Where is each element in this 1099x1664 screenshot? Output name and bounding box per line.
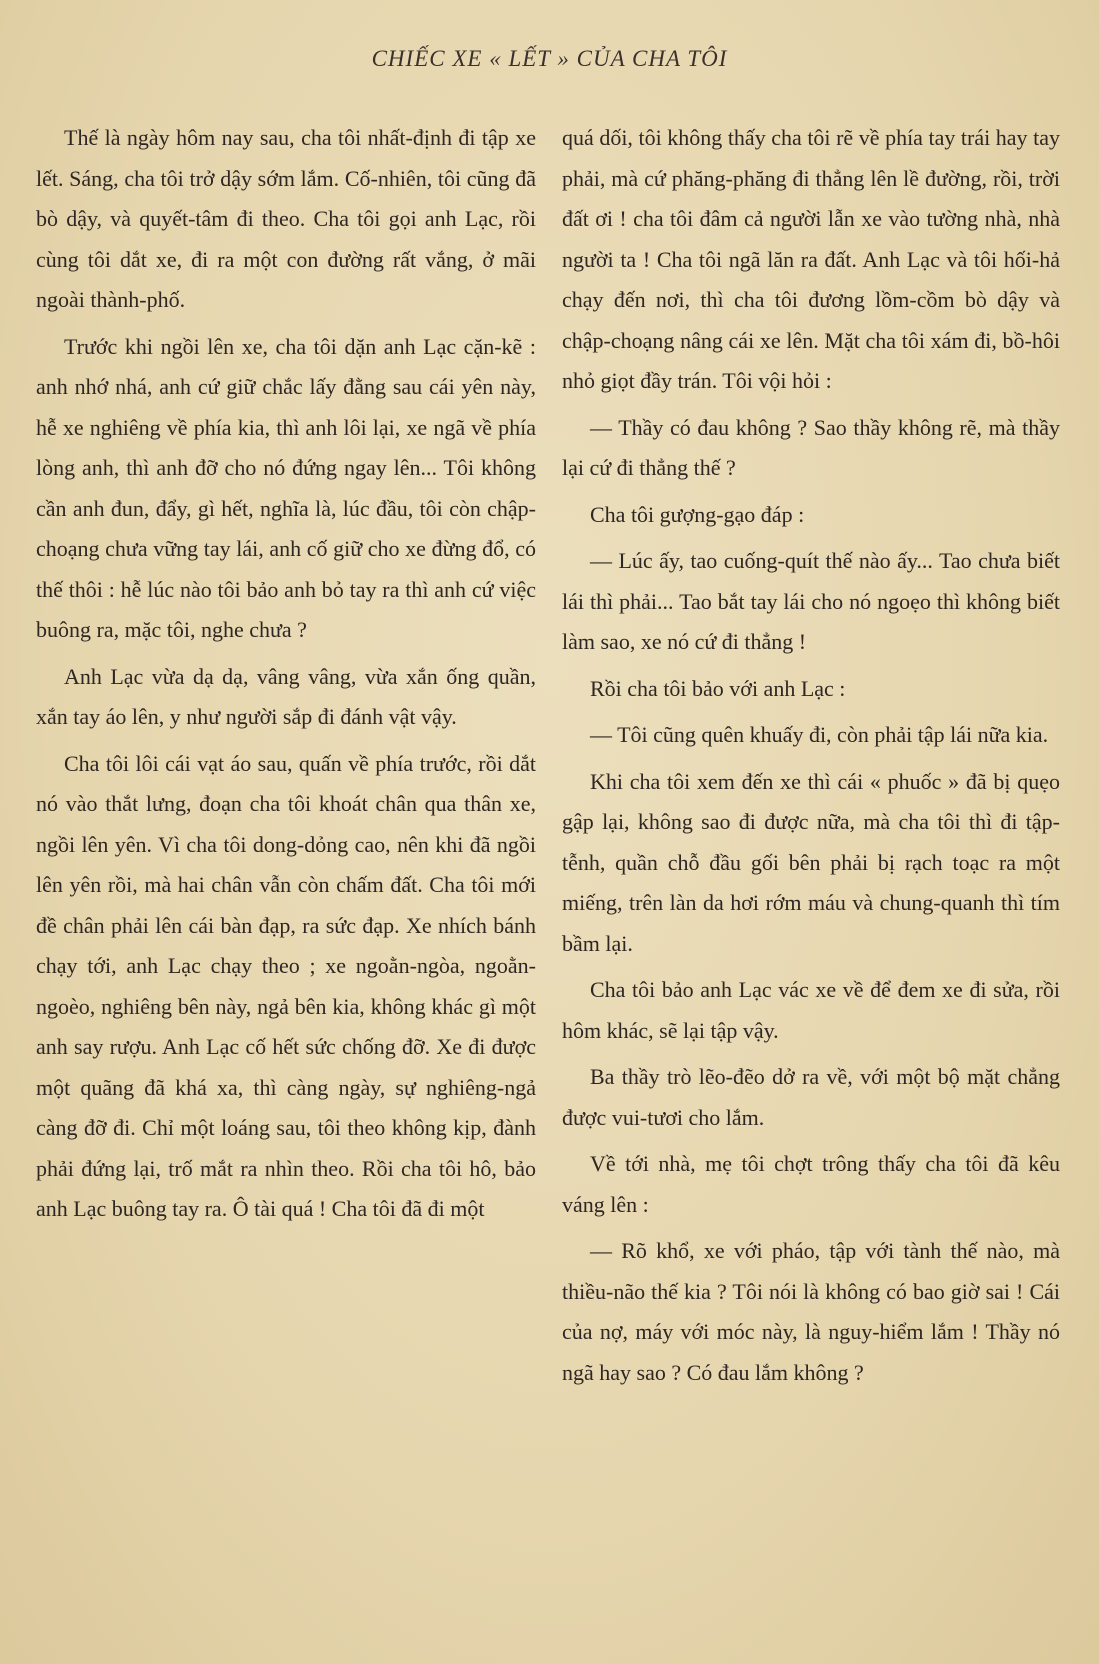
right-column xyxy=(562,118,1060,1399)
paragraph: Thế là ngày hôm nay sau, cha tôi nhất-định đi tập xe lết. Sáng, cha tôi trở dậy sớm lắm. Cố-nhiên, tôi cũng đã bò dậy, và quyết-tâm đi theo. Cha tôi gọi anh Lạc, rồi cùng tôi dắt xe, đi ra một con đường rất vắng, ở mãi ngoài thành-phố. xyxy=(36,125,536,312)
paragraph: Cha tôi lôi cái vạt áo sau, quấn về phía trước, rồi dắt nó vào thắt lưng, đoạn cha tôi khoát chân qua thân xe, ngồi lên yên. Vì cha tôi dong-dỏng cao, nên khi đã ngồi lên yên rồi, mà hai chân vẫn còn chấm đất. Cha tôi mới đề chân phải lên cái bàn đạp, ra sức đạp. Xe nhích bánh chạy tới, anh Lạc chạy theo ; xe ngoằn-ngòa, ngoằn-ngoèo, nghiêng bên này, ngả bên kia, không khác gì một anh say rượu. Anh Lạc cố hết sức chống đỡ. Xe đi được một quãng đã khá xa, thì càng ngày, sự nghiêng-ngả càng đỡ đi. Chỉ một loáng sau, tôi theo không kịp, đành phải đứng lại, trố mắt ra nhìn theo. Rồi cha tôi hô, bảo anh Lạc buông tay ra. Ô tài quá ! Cha tôi đã đi một xyxy=(36,750,536,1221)
running-header: CHIẾC XE « LẾT » CỦA CHA TÔI xyxy=(371,46,728,71)
paragraph: — Rõ khổ, xe với pháo, tập với tành thế nào, mà thiều-não thế kia ? Tôi nói là không có bao giờ sai ! Cái của nợ, máy với móc này, là nguy-hiểm lắm ! Thầy nó ngã hay sao ? Có đau lắm không ? xyxy=(562,1238,1060,1385)
paragraph: Rồi cha tôi bảo với anh Lạc : xyxy=(590,675,846,701)
paragraph: Cha tôi gượng-gạo đáp : xyxy=(590,501,805,527)
paragraph: Về tới nhà, mẹ tôi chợt trông thấy cha tôi đã kêu váng lên : xyxy=(562,1151,1060,1217)
paragraph: Anh Lạc vừa dạ dạ, vâng vâng, vừa xắn ống quần, xắn tay áo lên, y như người sắp đi đánh vật vậy. xyxy=(36,663,536,729)
paragraph: — Thầy có đau không ? Sao thầy không rẽ, mà thầy lại cứ đi thẳng thế ? xyxy=(562,414,1060,480)
left-column xyxy=(36,118,536,1236)
paragraph: — Lúc ấy, tao cuống-quít thế nào ấy... Tao chưa biết lái thì phải... Tao bắt tay lái cho nó ngoẹo thì không biết làm sao, xe nó cứ đi thẳng ! xyxy=(562,548,1060,654)
paragraph: Ba thầy trò lẽo-đẽo dở ra về, với một bộ mặt chẳng được vui-tươi cho lắm. xyxy=(562,1064,1060,1130)
paragraph: Cha tôi bảo anh Lạc vác xe về để đem xe đi sửa, rồi hôm khác, sẽ lại tập vậy. xyxy=(562,977,1060,1043)
paragraph: — Tôi cũng quên khuấy đi, còn phải tập lái nữa kia. xyxy=(590,722,1049,747)
paragraph: Trước khi ngồi lên xe, cha tôi dặn anh Lạc cặn-kẽ : anh nhớ nhá, anh cứ giữ chắc lấy đằng sau cái yên này, hễ xe nghiêng về phía kia, thì anh lôi lại, xe ngã về phía lòng anh, thì anh đỡ cho nó đứng ngay lên... Tôi không cần anh đun, đẩy, gì hết, nghĩa là, lúc đầu, tôi còn chập-choạng chưa vững tay lái, anh cố giữ cho xe đừng đổ, có thế thôi : hễ lúc nào tôi bảo anh bỏ tay ra thì anh cứ việc buông ra, mặc tôi, nghe chưa ? xyxy=(36,333,536,642)
paragraph: quá dối, tôi không thấy cha tôi rẽ về phía tay trái hay tay phải, mà cứ phăng-phăng đi thẳng lên lề đường, rồi, trời đất ơi ! cha tôi đâm cả người lẫn xe vào tường nhà, nhà người ta ! Cha tôi ngã lăn ra đất. Anh Lạc và tôi hối-hả chạy đến nơi, thì cha tôi đương lồm-cồm bò dậy và chập-choạng nâng cái xe lên. Mặt cha tôi xám đi, bồ-hôi nhỏ giọt đầy trán. Tôi vội hỏi : xyxy=(562,125,1060,393)
paragraph: Khi cha tôi xem đến xe thì cái « phuốc » đã bị quẹo gập lại, không sao đi được nữa, mà cha tôi thì đi tập-tễnh, quần chỗ đầu gối bên phải bị rạch toạc ra một miếng, trên làn da hơi rớm máu và chung-quanh thì tím bầm lại. xyxy=(562,768,1060,956)
